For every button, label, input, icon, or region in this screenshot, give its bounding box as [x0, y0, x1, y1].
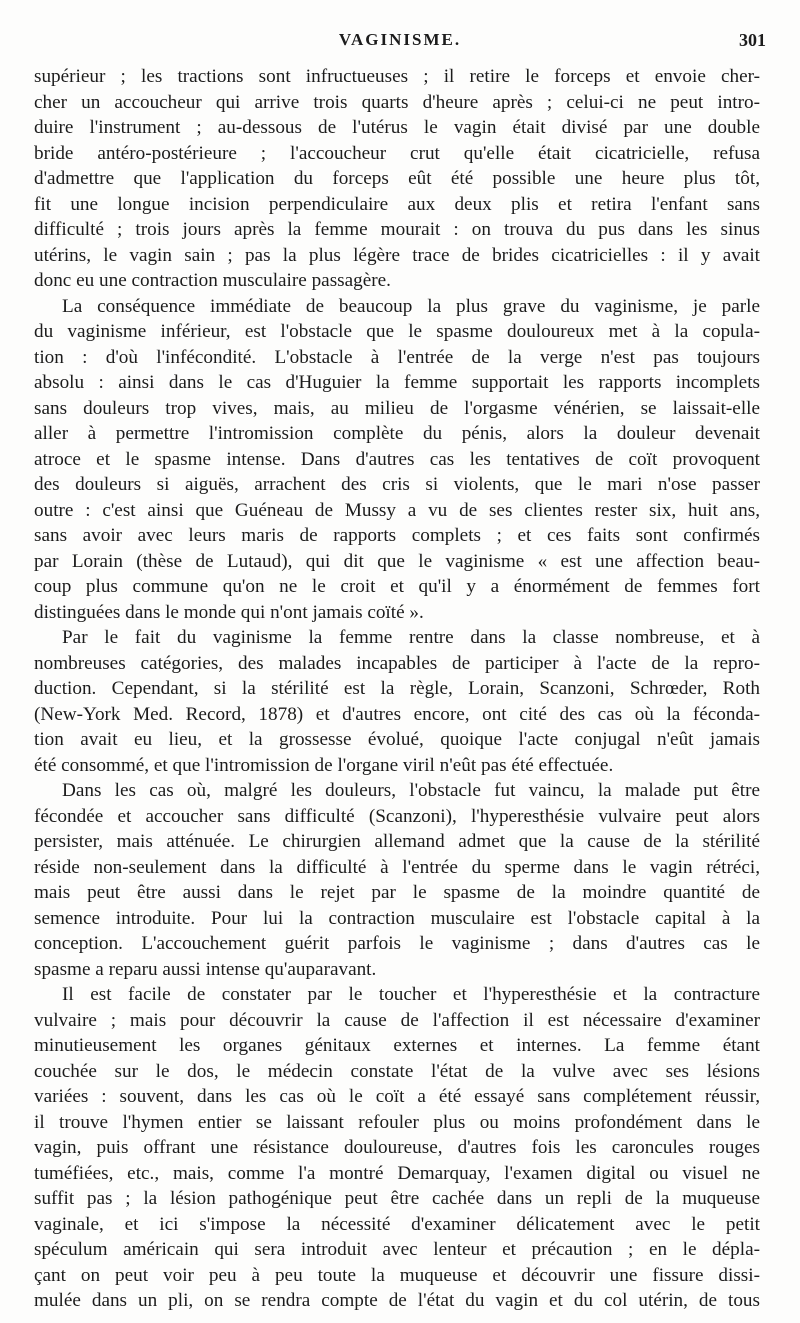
body-text: [34, 64, 760, 1314]
text-line: tion avait eu lieu, et la grossesse évolué, quoique l'acte conjugal n'eût jamais: [34, 729, 760, 750]
text-line: La conséquence immédiate de beaucoup la plus grave du vaginisme, je parle: [62, 295, 760, 317]
text-line: tuméfiées, etc., mais, comme l'a montré Demarquay, l'examen digital ou visuel ne: [34, 1162, 760, 1184]
text-line: Dans les cas où, malgré les douleurs, l'obstacle fut vaincu, la malade put être: [62, 780, 760, 801]
text-line: absolu : ainsi dans le cas d'Huguier la femme supportait les rapports incomplets: [34, 372, 760, 393]
text-line: aller à permettre l'intromission complète du pénis, alors la douleur devenait: [34, 423, 760, 444]
text-line: semence introduite. Pour lui la contraction musculaire est l'obstacle capital à la: [34, 907, 760, 929]
text-line: Par le fait du vaginisme la femme rentre dans la classe nombreuse, et à: [62, 627, 760, 648]
text-line: cher un accoucheur qui arrive trois quarts d'heure après ; celui-ci ne peut intro-: [34, 91, 760, 113]
running-title: VAGINISME.: [338, 30, 462, 49]
text-line: été consommé, et que l'intromission de l'organe viril n'eût pas été effectuée.: [34, 754, 614, 776]
text-line: utérins, le vagin sain ; pas la plus légère trace de brides cicatricielles : il y avait: [34, 244, 760, 266]
text-line: nombreuses catégories, des malades incapables de participer à l'acte de la repro-: [34, 652, 760, 674]
text-line: spéculum américain qui sera introduit avec lenteur et précaution ; en le dépla-: [34, 1239, 760, 1260]
text-line: distinguées dans le monde qui n'ont jamais coïté ».: [34, 601, 424, 623]
text-line: donc eu une contraction musculaire passagère.: [34, 270, 391, 291]
text-line: çant on peut voir peu à peu toute la muqueuse et découvrir une fissure dissi-: [34, 1264, 760, 1286]
text-line: (New-York Med. Record, 1878) et d'autres encore, ont cité des cas où la féconda-: [34, 703, 760, 725]
text-line: atroce et le spasme intense. Dans d'autres cas les tentatives de coït provoquent: [34, 448, 760, 470]
text-line: difficulté ; trois jours après la femme mourait : on trouva du pus dans les sinus: [34, 219, 760, 240]
text-line: vulvaire ; mais pour découvrir la cause de l'affection il est nécessaire d'examiner: [34, 1009, 760, 1031]
text-line: couchée sur le dos, le médecin constate l'état de la vulve avec ses lésions: [34, 1060, 760, 1082]
text-line: suffit pas ; la lésion pathogénique peut être cachée dans un repli de la muqueuse: [34, 1188, 760, 1209]
text-line: des douleurs si aiguës, arrachent des cris si violents, que le mari n'ose passer: [34, 474, 760, 495]
text-line: il trouve l'hymen entier se laissant refouler plus ou moins profondément dans le: [34, 1111, 760, 1133]
text-line: variées : souvent, dans les cas où le coït a été essayé sans complétement réussir,: [34, 1086, 760, 1107]
text-line: Il est facile de constater par le toucher et l'hyperesthésie et la contracture: [62, 984, 760, 1005]
text-line: du vaginisme inférieur, est l'obstacle que le spasme douloureux met à la copula-: [34, 321, 760, 342]
text-line: persister, mais atténuée. Le chirurgien allemand admet que la cause de la stérilité: [34, 831, 760, 852]
text-line: sans douleurs trop vives, mais, au milieu de l'orgasme vénérien, se laissait-elle: [34, 397, 760, 419]
text-line: duction. Cependant, si la stérilité est la règle, Lorain, Scanzoni, Schrœder, Roth: [34, 678, 760, 699]
text-line: fécondée et accoucher sans difficulté (Scanzoni), l'hyperesthésie vulvaire peut alors: [34, 805, 760, 827]
text-line: fit une longue incision perpendiculaire aux deux plis et retira l'enfant sans: [34, 193, 760, 215]
text-line: bride antéro-postérieure ; l'accoucheur crut qu'elle était cicatricielle, refusa: [34, 142, 760, 164]
text-line: coup plus commune qu'on ne le croit et qu'il y a énormément de femmes fort: [34, 576, 760, 597]
text-line: spasme a reparu aussi intense qu'auparavant.: [34, 958, 377, 980]
running-head: [34, 30, 766, 56]
text-line: vagin, puis offrant une résistance douloureuse, d'autres fois les caroncules rouges: [34, 1137, 760, 1158]
text-line: supérieur ; les tractions sont infructueuses ; il retire le forceps et envoie cher-: [34, 66, 760, 87]
text-line: vaginale, et ici s'impose la nécessité d'examiner délicatement avec le petit: [34, 1213, 760, 1235]
page-number: 301: [739, 30, 766, 50]
text-line: réside non-seulement dans la difficulté à l'entrée du sperme dans le vagin rétréci,: [34, 856, 760, 878]
text-line: tion : d'où l'infécondité. L'obstacle à l'entrée de la verge n'est pas toujours: [34, 346, 760, 368]
text-line: d'admettre que l'application du forceps eût été possible une heure plus tôt,: [34, 168, 760, 189]
text-line: mais peut être aussi dans le rejet par le spasme de la moindre quantité de: [34, 882, 760, 903]
text-line: duire l'instrument ; au-dessous de l'utérus le vagin était divisé par une double: [34, 117, 760, 138]
text-line: outre : c'est ainsi que Guéneau de Mussy a vu de ses clientes rester six, huit ans,: [34, 499, 760, 521]
text-line: minutieusement les organes génitaux externes et internes. La femme étant: [34, 1035, 760, 1056]
text-line: mulée dans un pli, on se rendra compte de l'état du vagin et du col utérin, de tous: [34, 1290, 760, 1311]
text-line: par Lorain (thèse de Lutaud), qui dit que le vaginisme « est une affection beau-: [34, 550, 760, 572]
text-line: sans avoir avec leurs maris de rapports complets ; et ces faits sont confirmés: [34, 525, 760, 546]
text-line: conception. L'accouchement guérit parfois le vaginisme ; dans d'autres cas le: [34, 933, 760, 954]
